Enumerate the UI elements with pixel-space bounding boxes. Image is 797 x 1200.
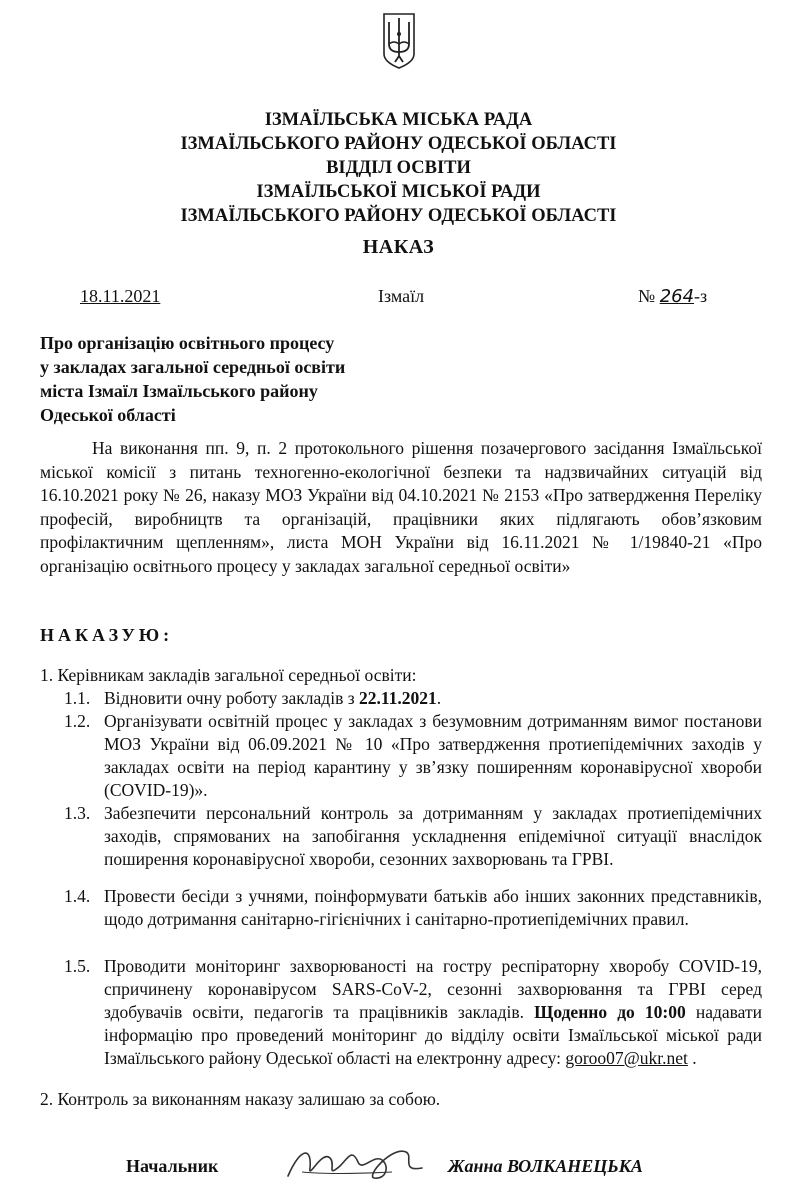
subitem-text-continued: надавати інформацію про проведений моніторинг до відділу освіти Ізмаїльської міської ради Ізмаїльського району Одеської області на електронну адресу: [104, 1002, 762, 1068]
subject-line-3: міста Ізмаїл Ізмаїльського району [40, 381, 318, 401]
decree-word: НАКАЗУЮ: [40, 625, 174, 645]
header-line-5: ІЗМАЇЛЬСЬКОГО РАЙОНУ ОДЕСЬКОЇ ОБЛАСТІ [180, 206, 617, 226]
subitem-end: . [436, 688, 442, 708]
subject-line-2: у закладах загальної середньої освіти [40, 357, 346, 377]
signer-title: Начальник [126, 1156, 219, 1176]
subitem-text: Забезпечити персональний контроль за дотриманням у закладах протиепідемічних заходів, спрямованих на запобігання ускладнення епідемічної ситуації внаслідок поширення коронавірусної хвороби, сезонних захворювань та ГРВІ. [104, 803, 762, 869]
order-date: 18.11.2021 [80, 286, 161, 306]
subitem-number: 1.5. [64, 956, 91, 976]
subject-line-1: Про організацію освітнього процесу [40, 333, 335, 353]
restart-date: 22.11.2021 [359, 688, 437, 708]
header-line-1: ІЗМАЇЛЬСЬКА МІСЬКА РАДА [264, 110, 533, 130]
subitem-1-2 [64, 710, 762, 802]
subitem-number: 1.3. [64, 803, 91, 823]
item-2: 2. Контроль за виконанням наказу залишаю за собою. [40, 1089, 441, 1109]
subitem-1-3 [64, 802, 762, 871]
subitem-text: Відновити очну роботу закладів з [104, 688, 359, 708]
subitem-number: 1.1. [64, 688, 91, 708]
handwritten-signature-icon [282, 1138, 432, 1188]
issuer-header [0, 108, 797, 228]
header-line-4: ІЗМАЇЛЬСЬКОЇ МІСЬКОЇ РАДИ [256, 182, 541, 202]
signer-name: Жанна ВОЛКАНЕЦЬКА [448, 1156, 643, 1176]
header-line-3: ВІДДІЛ ОСВІТИ [326, 158, 471, 178]
order-city: Ізмаїл [378, 286, 425, 306]
order-title: НАКАЗ [362, 236, 435, 258]
daily-deadline: Щоденно до 10:00 [534, 1002, 686, 1022]
subject-line-4: Одеської області [40, 405, 176, 425]
subitem-number: 1.4. [64, 886, 91, 906]
item-1: 1. Керівникам закладів загальної середньої освіти: [40, 665, 417, 685]
subitem-text: Провести бесіди з учнями, поінформувати батьків або інших законних представників, щодо дотримання санітарно-гігієнічних і санітарно-протиепідемічних правил. [104, 886, 762, 929]
number-prefix: № [638, 286, 656, 306]
preamble-paragraph: На виконання пп. 9, п. 2 протокольного рішення позачергового засідання Ізмаїльської міської комісії з питань техногенно-екологічної безпеки та надзвичайних ситуацій від 16.10.2021 року № 26, наказу МОЗ України від 04.10.2021 № 2153 «Про затвердження Переліку професій, виробництв та організацій, працівники яких підлягають обов’язковим профілактичним щепленням», листа МОН України від 16.11.2021 № 1/19840-21 «Про організацію освітнього процесу у закладах загальної середньої освіти» [40, 438, 762, 576]
number-handwritten: 264 [659, 286, 695, 307]
subitem-1-5 [64, 955, 762, 1070]
trident-emblem-icon [381, 10, 417, 70]
subitem-text: Організувати освітній процес у закладах з безумовним дотриманням вимог постанови МОЗ України від 06.09.2021 № 10 «Про затвердження протиепідемічних заходів у закладах освіти на період карантину у зв’язку поширенням коронавірусної хвороби (COVID-19)». [104, 711, 762, 800]
subitem-1-4 [64, 885, 762, 931]
subitem-end: . [687, 1048, 697, 1068]
number-suffix: -з [694, 286, 708, 306]
order-subject [40, 331, 440, 427]
header-line-2: ІЗМАЇЛЬСЬКОГО РАЙОНУ ОДЕСЬКОЇ ОБЛАСТІ [180, 134, 617, 154]
email-address[interactable]: goroo07@ukr.net [565, 1048, 688, 1068]
subitem-1-1 [64, 687, 762, 710]
subitem-text: Проводити моніторинг захворюваності на гостру респіраторну хворобу COVID-19, спричинену коронавірусом SARS-CoV-2, сезонні захворювання та ГРВІ серед здобувачів освіти, педагогів та працівників закладів. [104, 956, 762, 1022]
order-number [638, 286, 707, 307]
subitem-number: 1.2. [64, 711, 91, 731]
